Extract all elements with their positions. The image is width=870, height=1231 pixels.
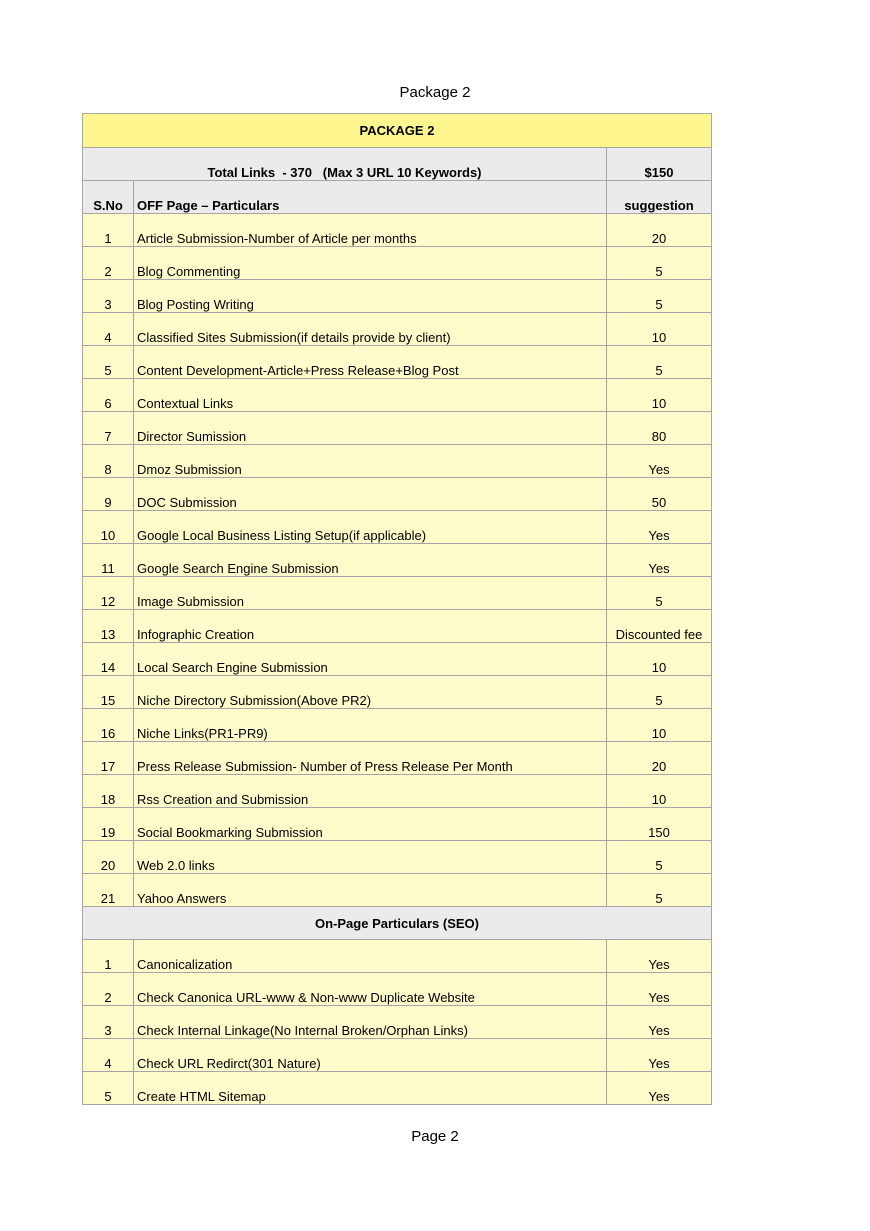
row-suggestion: 10 [607, 709, 712, 742]
row-particular: Google Search Engine Submission [134, 544, 607, 577]
price: $150 [607, 148, 712, 181]
table-row [83, 445, 712, 478]
table-row [83, 1006, 712, 1039]
package-table [82, 113, 712, 1105]
row-number: 10 [83, 511, 134, 544]
table-row [83, 940, 712, 973]
row-number: 5 [83, 346, 134, 379]
title-row [83, 114, 712, 148]
row-number: 7 [83, 412, 134, 445]
suggestion-header: suggestion [607, 181, 712, 214]
table-row [83, 379, 712, 412]
row-suggestion: 10 [607, 379, 712, 412]
row-suggestion: 10 [607, 313, 712, 346]
row-suggestion: 10 [607, 775, 712, 808]
row-number: 11 [83, 544, 134, 577]
row-number: 2 [83, 247, 134, 280]
table-row [83, 478, 712, 511]
row-particular: Yahoo Answers [134, 874, 607, 907]
table-row [83, 874, 712, 907]
row-number: 15 [83, 676, 134, 709]
row-particular: Create HTML Sitemap [134, 1072, 607, 1105]
on-page-section-title: On-Page Particulars (SEO) [83, 907, 712, 940]
row-suggestion: 5 [607, 280, 712, 313]
row-suggestion: Yes [607, 1039, 712, 1072]
row-particular: Press Release Submission- Number of Press Release Per Month [134, 742, 607, 775]
row-suggestion: 5 [607, 874, 712, 907]
table-row [83, 412, 712, 445]
table-row [83, 808, 712, 841]
table-row [83, 511, 712, 544]
table-row [83, 346, 712, 379]
row-particular: Blog Posting Writing [134, 280, 607, 313]
row-particular: Director Sumission [134, 412, 607, 445]
table-row [83, 1072, 712, 1105]
row-particular: Web 2.0 links [134, 841, 607, 874]
row-number: 6 [83, 379, 134, 412]
row-particular: Contextual Links [134, 379, 607, 412]
row-suggestion: 5 [607, 346, 712, 379]
row-suggestion: Yes [607, 544, 712, 577]
row-suggestion: Discounted fee [607, 610, 712, 643]
page-header: Package 2 [399, 84, 471, 101]
row-suggestion: Yes [607, 511, 712, 544]
row-particular: Social Bookmarking Submission [134, 808, 607, 841]
table-row [83, 841, 712, 874]
page-footer: Page 2 [411, 1128, 459, 1145]
row-number: 3 [83, 1006, 134, 1039]
table-row [83, 544, 712, 577]
row-number: 1 [83, 940, 134, 973]
row-particular: Check Internal Linkage(No Internal Broken/Orphan Links) [134, 1006, 607, 1039]
particulars-header: OFF Page – Particulars [134, 181, 607, 214]
row-suggestion: 20 [607, 742, 712, 775]
row-number: 13 [83, 610, 134, 643]
row-number: 8 [83, 445, 134, 478]
table-row [83, 643, 712, 676]
row-particular: DOC Submission [134, 478, 607, 511]
row-number: 1 [83, 214, 134, 247]
row-suggestion: 10 [607, 643, 712, 676]
row-particular: Classified Sites Submission(if details provide by client) [134, 313, 607, 346]
row-suggestion: 5 [607, 841, 712, 874]
row-suggestion: Yes [607, 940, 712, 973]
row-particular: Image Submission [134, 577, 607, 610]
row-suggestion: 80 [607, 412, 712, 445]
table-row [83, 280, 712, 313]
table-row [83, 742, 712, 775]
row-particular: Infographic Creation [134, 610, 607, 643]
package-title: PACKAGE 2 [83, 114, 712, 148]
table-row [83, 1039, 712, 1072]
row-number: 18 [83, 775, 134, 808]
table-row [83, 775, 712, 808]
row-particular: Dmoz Submission [134, 445, 607, 478]
row-number: 9 [83, 478, 134, 511]
row-suggestion: 20 [607, 214, 712, 247]
row-number: 4 [83, 313, 134, 346]
table-row [83, 247, 712, 280]
table-row [83, 610, 712, 643]
row-suggestion: 5 [607, 577, 712, 610]
row-number: 5 [83, 1072, 134, 1105]
row-suggestion: Yes [607, 445, 712, 478]
row-number: 16 [83, 709, 134, 742]
row-number: 4 [83, 1039, 134, 1072]
on-page-section-row [83, 907, 712, 940]
row-number: 20 [83, 841, 134, 874]
sno-header: S.No [83, 181, 134, 214]
row-suggestion: 50 [607, 478, 712, 511]
column-header-row [83, 181, 712, 214]
table-row [83, 709, 712, 742]
row-number: 17 [83, 742, 134, 775]
row-particular: Rss Creation and Submission [134, 775, 607, 808]
row-particular: Blog Commenting [134, 247, 607, 280]
table-row [83, 313, 712, 346]
row-particular: Canonicalization [134, 940, 607, 973]
row-suggestion: Yes [607, 1072, 712, 1105]
row-suggestion: 5 [607, 247, 712, 280]
row-particular: Local Search Engine Submission [134, 643, 607, 676]
row-particular: Content Development-Article+Press Release+Blog Post [134, 346, 607, 379]
row-number: 3 [83, 280, 134, 313]
row-particular: Niche Links(PR1-PR9) [134, 709, 607, 742]
table-row [83, 577, 712, 610]
row-particular: Check Canonica URL-www & Non-www Duplicate Website [134, 973, 607, 1006]
row-number: 19 [83, 808, 134, 841]
row-particular: Check URL Redirct(301 Nature) [134, 1039, 607, 1072]
table-row [83, 214, 712, 247]
row-suggestion: Yes [607, 973, 712, 1006]
total-row [83, 148, 712, 181]
row-particular: Article Submission-Number of Article per months [134, 214, 607, 247]
total-links-label: Total Links - 370 (Max 3 URL 10 Keywords) [83, 148, 607, 181]
row-suggestion: Yes [607, 1006, 712, 1039]
row-particular: Google Local Business Listing Setup(if applicable) [134, 511, 607, 544]
row-number: 2 [83, 973, 134, 1006]
row-number: 12 [83, 577, 134, 610]
row-particular: Niche Directory Submission(Above PR2) [134, 676, 607, 709]
row-suggestion: 150 [607, 808, 712, 841]
row-number: 21 [83, 874, 134, 907]
table-row [83, 676, 712, 709]
row-number: 14 [83, 643, 134, 676]
row-suggestion: 5 [607, 676, 712, 709]
table-row [83, 973, 712, 1006]
